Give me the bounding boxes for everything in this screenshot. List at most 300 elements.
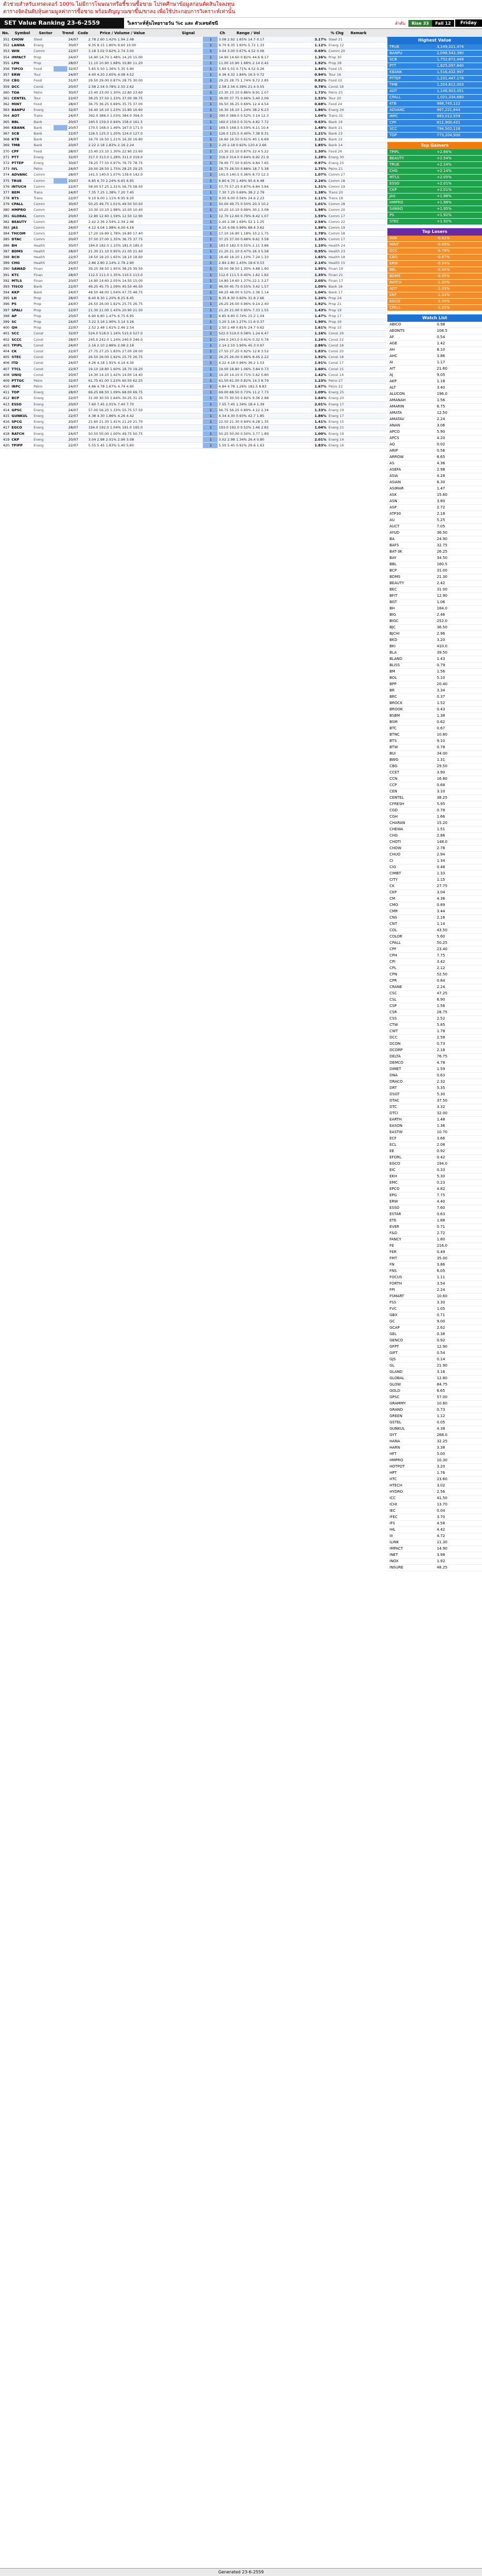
table-row[interactable] [0, 325, 386, 331]
watch-list-item[interactable] [387, 713, 482, 719]
highest-value-item[interactable] [387, 120, 482, 126]
watch-list-item[interactable] [387, 562, 482, 568]
watch-list-item[interactable] [387, 915, 482, 921]
watch-list-item[interactable] [387, 1376, 482, 1382]
watch-list-item[interactable] [387, 1350, 482, 1357]
watch-list-item[interactable] [387, 1363, 482, 1369]
watch-list-item[interactable] [387, 751, 482, 757]
table-row[interactable] [0, 390, 386, 395]
watch-list-item[interactable] [387, 360, 482, 366]
watch-list-item[interactable] [387, 675, 482, 681]
watch-list-item[interactable] [387, 1237, 482, 1243]
watch-list-item[interactable] [387, 984, 482, 991]
highest-value-item[interactable] [387, 107, 482, 114]
table-row[interactable] [0, 413, 386, 419]
watch-list-item[interactable] [387, 1129, 482, 1136]
table-row[interactable] [0, 107, 386, 113]
watch-list-item[interactable] [387, 549, 482, 555]
watch-list-item[interactable] [387, 517, 482, 524]
table-row[interactable] [0, 308, 386, 313]
watch-list-item[interactable] [387, 1268, 482, 1275]
watch-list-item[interactable] [387, 707, 482, 713]
table-row[interactable] [0, 231, 386, 237]
watch-list-item[interactable] [387, 700, 482, 707]
watch-list-item[interactable] [387, 353, 482, 360]
watch-list-item[interactable] [387, 505, 482, 511]
watch-list-item[interactable] [387, 1111, 482, 1117]
watch-list-item[interactable] [387, 536, 482, 543]
watch-list-item[interactable] [387, 1357, 482, 1363]
table-row[interactable] [0, 260, 386, 266]
watch-list-item[interactable] [387, 1016, 482, 1022]
watch-list-item[interactable] [387, 467, 482, 473]
table-row[interactable] [0, 96, 386, 101]
watch-list-item[interactable] [387, 511, 482, 517]
watch-list-item[interactable] [387, 524, 482, 530]
table-row[interactable] [0, 278, 386, 284]
watch-list-item[interactable] [387, 543, 482, 549]
top-loser-item[interactable] [387, 299, 482, 305]
table-row[interactable] [0, 408, 386, 413]
highest-value-item[interactable] [387, 114, 482, 120]
highest-value-item[interactable] [387, 88, 482, 95]
watch-list-item[interactable] [387, 1066, 482, 1073]
watch-list-item[interactable] [387, 1256, 482, 1262]
table-row[interactable] [0, 331, 386, 337]
table-row[interactable] [0, 142, 386, 148]
watch-list-item[interactable] [387, 757, 482, 763]
watch-list-item[interactable] [387, 839, 482, 846]
watch-list-item[interactable] [387, 1054, 482, 1060]
watch-list-item[interactable] [387, 473, 482, 480]
table-row[interactable] [0, 66, 386, 72]
watch-list-item[interactable] [387, 385, 482, 391]
watch-list-item[interactable] [387, 574, 482, 581]
top-loser-item[interactable] [387, 254, 482, 261]
watch-list-item[interactable] [387, 1287, 482, 1294]
watch-list-item[interactable] [387, 1117, 482, 1123]
table-row[interactable] [0, 166, 386, 172]
watch-list-item[interactable] [387, 416, 482, 423]
watch-list-item[interactable] [387, 1294, 482, 1300]
table-row[interactable] [0, 237, 386, 242]
watch-list-item[interactable] [387, 1388, 482, 1394]
watch-list-item[interactable] [387, 1559, 482, 1565]
table-row[interactable] [0, 372, 386, 378]
highest-value-item[interactable] [387, 63, 482, 69]
watch-list-item[interactable] [387, 997, 482, 1003]
table-row[interactable] [0, 243, 386, 249]
watch-list-item[interactable] [387, 726, 482, 732]
watch-list-item[interactable] [387, 1369, 482, 1376]
highest-value-item[interactable] [387, 95, 482, 101]
top-loser-item[interactable] [387, 267, 482, 273]
table-row[interactable] [0, 90, 386, 96]
watch-list-item[interactable] [387, 593, 482, 599]
watch-list-item[interactable] [387, 334, 482, 341]
top-gainer-item[interactable] [387, 168, 482, 175]
watch-list-item[interactable] [387, 1413, 482, 1420]
watch-list-item[interactable] [387, 379, 482, 385]
table-row[interactable] [0, 119, 386, 125]
table-row[interactable] [0, 343, 386, 349]
watch-list-item[interactable] [387, 883, 482, 890]
table-row[interactable] [0, 55, 386, 60]
table-row[interactable] [0, 172, 386, 178]
watch-list-item[interactable] [387, 833, 482, 839]
watch-list-item[interactable] [387, 1092, 482, 1098]
table-row[interactable] [0, 378, 386, 384]
top-gainer-item[interactable] [387, 149, 482, 156]
top-loser-item[interactable] [387, 273, 482, 280]
watch-list-item[interactable] [387, 1275, 482, 1281]
top-gainer-item[interactable] [387, 187, 482, 194]
watch-list-item[interactable] [387, 745, 482, 751]
watch-list-item[interactable] [387, 921, 482, 928]
watch-list-item[interactable] [387, 1445, 482, 1451]
watch-list-item[interactable] [387, 1508, 482, 1514]
watch-list-item[interactable] [387, 871, 482, 877]
watch-list-item[interactable] [387, 1180, 482, 1186]
highest-value-item[interactable] [387, 133, 482, 139]
watch-list-item[interactable] [387, 959, 482, 965]
table-row[interactable] [0, 419, 386, 425]
watch-list-item[interactable] [387, 1382, 482, 1388]
watch-list-item[interactable] [387, 1262, 482, 1268]
watch-list-item[interactable] [387, 581, 482, 587]
highest-value-item[interactable] [387, 57, 482, 63]
watch-list-item[interactable] [387, 454, 482, 461]
table-row[interactable] [0, 431, 386, 437]
watch-list-item[interactable] [387, 1205, 482, 1211]
watch-list-item[interactable] [387, 631, 482, 637]
table-row[interactable] [0, 48, 386, 54]
watch-list-item[interactable] [387, 1540, 482, 1546]
watch-list-item[interactable] [387, 953, 482, 959]
table-row[interactable] [0, 125, 386, 131]
top-loser-item[interactable] [387, 305, 482, 311]
watch-list-item[interactable] [387, 1319, 482, 1325]
highest-value-item[interactable] [387, 50, 482, 57]
table-row[interactable] [0, 384, 386, 390]
watch-list-item[interactable] [387, 1552, 482, 1559]
watch-list-item[interactable] [387, 328, 482, 334]
watch-list-item[interactable] [387, 366, 482, 372]
watch-list-item[interactable] [387, 1533, 482, 1540]
watch-list-item[interactable] [387, 656, 482, 663]
top-gainer-item[interactable] [387, 156, 482, 162]
table-row[interactable] [0, 213, 386, 219]
watch-list-item[interactable] [387, 820, 482, 827]
watch-list-item[interactable] [387, 663, 482, 669]
watch-list-item[interactable] [387, 1003, 482, 1010]
watch-list-item[interactable] [387, 442, 482, 448]
watch-list-item[interactable] [387, 429, 482, 435]
watch-list-item[interactable] [387, 637, 482, 644]
table-row[interactable] [0, 319, 386, 325]
watch-list-item[interactable] [387, 1312, 482, 1319]
watch-list-item[interactable] [387, 1161, 482, 1167]
watch-list-item[interactable] [387, 612, 482, 618]
table-row[interactable] [0, 72, 386, 78]
watch-list-item[interactable] [387, 1546, 482, 1552]
watch-list-item[interactable] [387, 1432, 482, 1439]
watch-list-item[interactable] [387, 1420, 482, 1426]
watch-list-item[interactable] [387, 606, 482, 612]
table-row[interactable] [0, 149, 386, 155]
watch-list-item[interactable] [387, 852, 482, 858]
watch-list-item[interactable] [387, 1211, 482, 1218]
watch-list-item[interactable] [387, 1439, 482, 1445]
watch-list-item[interactable] [387, 890, 482, 896]
highest-value-item[interactable] [387, 44, 482, 50]
table-row[interactable] [0, 272, 386, 278]
table-row[interactable] [0, 443, 386, 449]
table-row[interactable] [0, 266, 386, 272]
watch-list-item[interactable] [387, 1483, 482, 1489]
watch-list-item[interactable] [387, 1104, 482, 1111]
watch-list-item[interactable] [387, 719, 482, 726]
watch-list-item[interactable] [387, 618, 482, 625]
watch-list-item[interactable] [387, 347, 482, 353]
watch-list-item[interactable] [387, 776, 482, 782]
watch-list-item[interactable] [387, 909, 482, 915]
watch-list-item[interactable] [387, 1470, 482, 1477]
watch-list-item[interactable] [387, 808, 482, 814]
watch-list-item[interactable] [387, 1331, 482, 1338]
watch-list-item[interactable] [387, 1407, 482, 1413]
watch-list-item[interactable] [387, 940, 482, 946]
watch-list-item[interactable] [387, 1426, 482, 1432]
watch-list-item[interactable] [387, 1300, 482, 1306]
table-row[interactable] [0, 201, 386, 207]
top-loser-item[interactable] [387, 242, 482, 248]
table-row[interactable] [0, 296, 386, 301]
watch-list-item[interactable] [387, 1451, 482, 1458]
table-row[interactable] [0, 60, 386, 66]
watch-list-item[interactable] [387, 827, 482, 833]
watch-list-item[interactable] [387, 423, 482, 429]
table-row[interactable] [0, 43, 386, 48]
watch-list-item[interactable] [387, 555, 482, 562]
table-row[interactable] [0, 249, 386, 254]
top-gainer-item[interactable] [387, 162, 482, 168]
watch-list-item[interactable] [387, 694, 482, 700]
table-row[interactable] [0, 207, 386, 213]
highest-value-item[interactable] [387, 76, 482, 82]
table-row[interactable] [0, 184, 386, 190]
watch-list-item[interactable] [387, 732, 482, 738]
watch-list-item[interactable] [387, 1060, 482, 1066]
watch-list-item[interactable] [387, 801, 482, 808]
watch-list-item[interactable] [387, 1073, 482, 1079]
watch-list-item[interactable] [387, 404, 482, 410]
watch-list-item[interactable] [387, 435, 482, 442]
watch-list-item[interactable] [387, 928, 482, 934]
watch-list-item[interactable] [387, 498, 482, 505]
watch-list-item[interactable] [387, 1142, 482, 1148]
table-row[interactable] [0, 37, 386, 43]
watch-list-item[interactable] [387, 568, 482, 574]
watch-list-item[interactable] [387, 972, 482, 978]
table-row[interactable] [0, 337, 386, 343]
table-row[interactable] [0, 402, 386, 408]
table-row[interactable] [0, 78, 386, 84]
watch-list-item[interactable] [387, 599, 482, 606]
watch-list-item[interactable] [387, 978, 482, 984]
watch-list-item[interactable] [387, 1477, 482, 1483]
watch-list-item[interactable] [387, 1502, 482, 1508]
watch-list-item[interactable] [387, 877, 482, 883]
watch-list-item[interactable] [387, 530, 482, 536]
top-loser-item[interactable] [387, 280, 482, 286]
watch-list-item[interactable] [387, 341, 482, 347]
watch-list-item[interactable] [387, 1136, 482, 1142]
watch-list-item[interactable] [387, 1521, 482, 1527]
watch-list-item[interactable] [387, 587, 482, 593]
table-row[interactable] [0, 178, 386, 184]
watch-list-item[interactable] [387, 1495, 482, 1502]
top-gainer-item[interactable] [387, 194, 482, 200]
table-row[interactable] [0, 366, 386, 372]
watch-list-item[interactable] [387, 398, 482, 404]
watch-list-item[interactable] [387, 492, 482, 498]
table-row[interactable] [0, 254, 386, 260]
watch-list-item[interactable] [387, 789, 482, 795]
top-loser-item[interactable] [387, 292, 482, 299]
watch-list-item[interactable] [387, 814, 482, 820]
watch-list-item[interactable] [387, 1565, 482, 1571]
table-row[interactable] [0, 290, 386, 296]
watch-list-item[interactable] [387, 688, 482, 694]
top-gainer-item[interactable] [387, 175, 482, 181]
table-row[interactable] [0, 349, 386, 354]
watch-list-item[interactable] [387, 650, 482, 656]
watch-list-item[interactable] [387, 644, 482, 650]
watch-list-item[interactable] [387, 1230, 482, 1237]
watch-list-item[interactable] [387, 486, 482, 492]
table-row[interactable] [0, 360, 386, 366]
watch-list-item[interactable] [387, 1224, 482, 1230]
watch-list-item[interactable] [387, 858, 482, 864]
watch-list-item[interactable] [387, 461, 482, 467]
table-row[interactable] [0, 284, 386, 290]
watch-list-item[interactable] [387, 1193, 482, 1199]
table-row[interactable] [0, 137, 386, 142]
watch-list-item[interactable] [387, 1079, 482, 1085]
top-loser-item[interactable] [387, 236, 482, 242]
table-row[interactable] [0, 196, 386, 201]
table-row[interactable] [0, 313, 386, 319]
watch-list-item[interactable] [387, 480, 482, 486]
watch-list-item[interactable] [387, 965, 482, 972]
table-row[interactable] [0, 225, 386, 231]
watch-list-item[interactable] [387, 763, 482, 770]
table-row[interactable] [0, 301, 386, 307]
watch-list-item[interactable] [387, 991, 482, 997]
watch-list-item[interactable] [387, 1489, 482, 1495]
watch-list-item[interactable] [387, 1010, 482, 1016]
watch-list-item[interactable] [387, 1218, 482, 1224]
watch-list-item[interactable] [387, 770, 482, 776]
watch-list-item[interactable] [387, 1394, 482, 1401]
watch-list-item[interactable] [387, 864, 482, 871]
watch-list-item[interactable] [387, 1047, 482, 1054]
watch-list-item[interactable] [387, 1098, 482, 1104]
watch-list-item[interactable] [387, 372, 482, 379]
watch-list-item[interactable] [387, 738, 482, 745]
table-row[interactable] [0, 160, 386, 166]
watch-list-item[interactable] [387, 681, 482, 688]
watch-list-item[interactable] [387, 795, 482, 801]
watch-list-item[interactable] [387, 1186, 482, 1193]
watch-list-item[interactable] [387, 934, 482, 940]
watch-list-item[interactable] [387, 1249, 482, 1256]
watch-list-item[interactable] [387, 1022, 482, 1029]
watch-list-item[interactable] [387, 1527, 482, 1533]
watch-list-item[interactable] [387, 1155, 482, 1161]
top-gainer-item[interactable] [387, 200, 482, 206]
table-row[interactable] [0, 425, 386, 431]
watch-list-item[interactable] [387, 1029, 482, 1035]
watch-list-item[interactable] [387, 669, 482, 675]
table-row[interactable] [0, 131, 386, 137]
watch-list-item[interactable] [387, 391, 482, 398]
watch-list-item[interactable] [387, 1306, 482, 1312]
watch-list-item[interactable] [387, 782, 482, 789]
top-gainer-item[interactable] [387, 181, 482, 187]
table-row[interactable] [0, 219, 386, 225]
watch-list-item[interactable] [387, 1148, 482, 1155]
table-row[interactable] [0, 354, 386, 360]
top-loser-item[interactable] [387, 286, 482, 292]
watch-list-item[interactable] [387, 1035, 482, 1041]
watch-list-item[interactable] [387, 322, 482, 328]
watch-list-item[interactable] [387, 1344, 482, 1350]
watch-list-item[interactable] [387, 1338, 482, 1344]
watch-list-item[interactable] [387, 1464, 482, 1470]
table-row[interactable] [0, 101, 386, 107]
watch-list-item[interactable] [387, 896, 482, 902]
watch-list-item[interactable] [387, 1514, 482, 1521]
watch-list-item[interactable] [387, 1167, 482, 1174]
highest-value-item[interactable] [387, 69, 482, 76]
table-row[interactable] [0, 84, 386, 90]
top-gainer-item[interactable] [387, 212, 482, 219]
watch-list-item[interactable] [387, 902, 482, 909]
top-loser-item[interactable] [387, 248, 482, 254]
table-row[interactable] [0, 437, 386, 443]
watch-list-item[interactable] [387, 1085, 482, 1092]
watch-list-item[interactable] [387, 946, 482, 953]
table-row[interactable] [0, 395, 386, 401]
watch-list-item[interactable] [387, 1123, 482, 1129]
watch-list-item[interactable] [387, 1458, 482, 1464]
watch-list-item[interactable] [387, 1199, 482, 1205]
table-row[interactable] [0, 190, 386, 196]
watch-list-item[interactable] [387, 625, 482, 631]
watch-list-item[interactable] [387, 846, 482, 852]
watch-list-item[interactable] [387, 1281, 482, 1287]
top-gainer-item[interactable] [387, 219, 482, 225]
watch-list-item[interactable] [387, 1243, 482, 1249]
highest-value-item[interactable] [387, 82, 482, 88]
watch-list-item[interactable] [387, 448, 482, 454]
top-gainer-item[interactable] [387, 206, 482, 212]
table-row[interactable] [0, 113, 386, 119]
table-row[interactable] [0, 155, 386, 160]
watch-list-item[interactable] [387, 1401, 482, 1407]
